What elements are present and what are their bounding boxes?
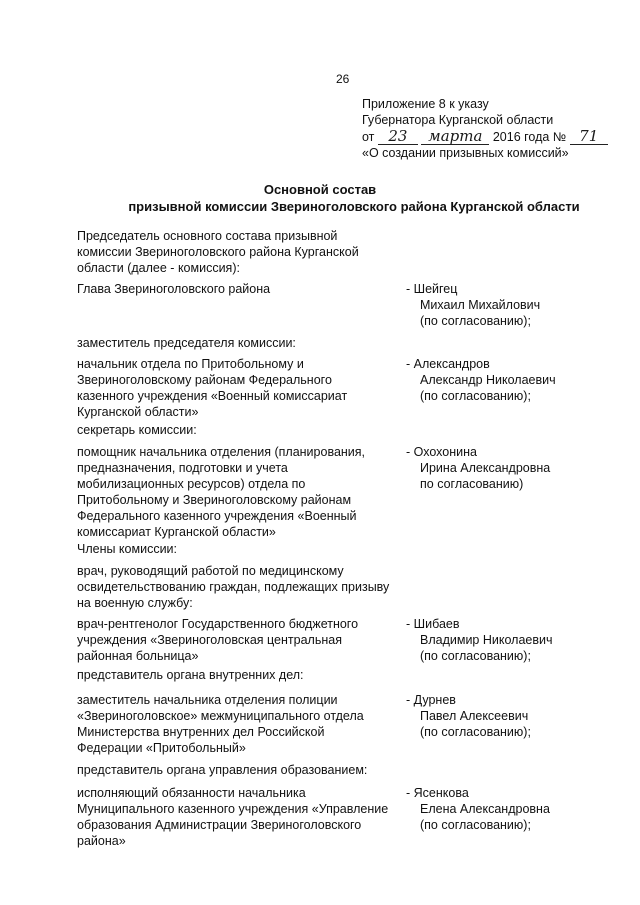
- text-line: Министерства внутренних дел Российской: [77, 725, 325, 739]
- title-line-2: призывной комиссии Звериноголовского района Курганской области: [128, 199, 580, 214]
- person-name: - Шибаев: [406, 617, 460, 631]
- text-line: врач, руководящий работой по медицинскому: [77, 564, 344, 578]
- person-note: (по согласованию);: [420, 818, 531, 832]
- person-note: по согласованию): [420, 477, 524, 491]
- text-line: комиссии Звериноголовского района Курганской: [77, 245, 359, 259]
- text-line: образования Администрации Звериноголовского: [77, 818, 362, 832]
- document-title: [0, 181, 640, 215]
- text-line: «Звериноголовское» межмуниципального отдела: [77, 709, 364, 723]
- deputy-position: [77, 356, 397, 420]
- doctor-position: [77, 616, 397, 664]
- education-heading: представитель органа управления образованием:: [77, 763, 368, 777]
- text-line: освидетельствованию граждан, подлежащих призыву: [77, 580, 390, 594]
- doctor-person: [406, 616, 606, 664]
- text-line: начальник отдела по Притобольному и: [77, 357, 304, 371]
- police-heading: представитель органа внутренних дел:: [77, 668, 304, 682]
- text-line: учреждения «Звериноголовская центральная: [77, 633, 342, 647]
- education-position: [77, 785, 417, 849]
- person-name: - Дурнев: [406, 693, 456, 707]
- person-note: (по согласованию);: [420, 389, 531, 403]
- appendix-line-2: Губернатора Курганской области: [362, 113, 554, 127]
- text-line: района»: [77, 834, 126, 848]
- secretary-person: [406, 444, 606, 492]
- members-heading: Члены комиссии:: [77, 542, 178, 556]
- secretary-position: [77, 444, 397, 540]
- text-line: на военную службу:: [77, 596, 193, 610]
- year-text: 2016 года №: [492, 130, 567, 144]
- appendix-line-4: «О создании призывных комиссий»: [362, 146, 569, 160]
- deputy-heading: заместитель председателя комиссии:: [77, 336, 296, 350]
- person-name: - Охохонина: [406, 445, 477, 459]
- text-line: Федерации «Притобольный»: [77, 741, 246, 755]
- text-line: Звериноголовскому районам Федерального: [77, 373, 332, 387]
- person-name: - Шейгец: [406, 282, 458, 296]
- appendix-block: [362, 96, 608, 161]
- chairman-position: [77, 281, 397, 297]
- text-line: Глава Звериноголовского района: [77, 282, 271, 296]
- handwritten-number: 71: [570, 128, 608, 145]
- text-line: предназначения, подготовки и учета: [77, 461, 288, 475]
- person-given-name: Павел Алексеевич: [420, 709, 529, 723]
- appendix-date-line: [362, 128, 608, 145]
- text-line: врач-рентгенолог Государственного бюджетного: [77, 617, 359, 631]
- text-line: Председатель основного состава призывной: [77, 229, 338, 243]
- text-line: Притобольному и Звериноголовскому районам: [77, 493, 352, 507]
- page-number: 26: [336, 72, 350, 86]
- handwritten-month: марта: [421, 128, 489, 145]
- title-line-1: Основной состав: [263, 182, 377, 197]
- person-given-name: Елена Александровна: [420, 802, 550, 816]
- handwritten-day: 23: [378, 128, 418, 145]
- person-note: (по согласованию);: [420, 314, 531, 328]
- chairman-heading: [77, 228, 417, 276]
- text-line: заместитель начальника отделения полиции: [77, 693, 338, 707]
- text-line: исполняющий обязанности начальника: [77, 786, 306, 800]
- person-given-name: Михаил Михайлович: [420, 298, 541, 312]
- deputy-person: [406, 356, 606, 404]
- secretary-heading: секретарь комиссии:: [77, 423, 197, 437]
- person-note: (по согласованию);: [420, 725, 531, 739]
- text-line: Муниципального казенного учреждения «Управление: [77, 802, 389, 816]
- text-line: Федерального казенного учреждения «Военный: [77, 509, 357, 523]
- text-line: казенного учреждения «Военный комиссариат: [77, 389, 348, 403]
- text-line: Курганской области»: [77, 405, 199, 419]
- doctor-heading: [77, 563, 437, 611]
- person-given-name: Ирина Александровна: [420, 461, 551, 475]
- text-line: мобилизационных ресурсов) отдела по: [77, 477, 306, 491]
- person-given-name: Александр Николаевич: [420, 373, 556, 387]
- police-person: [406, 692, 606, 740]
- text-line: районная больница»: [77, 649, 199, 663]
- date-prefix: от: [362, 130, 375, 144]
- text-line: помощник начальника отделения (планирования,: [77, 445, 366, 459]
- person-note: (по согласованию);: [420, 649, 531, 663]
- chairman-person: [406, 281, 606, 329]
- text-line: комиссариат Курганской области»: [77, 525, 276, 539]
- person-name: - Ясенкова: [406, 786, 469, 800]
- person-given-name: Владимир Николаевич: [420, 633, 553, 647]
- police-position: [77, 692, 397, 756]
- appendix-line-1: Приложение 8 к указу: [362, 97, 489, 111]
- education-person: [406, 785, 606, 833]
- person-name: - Александров: [406, 357, 490, 371]
- text-line: области (далее - комиссия):: [77, 261, 240, 275]
